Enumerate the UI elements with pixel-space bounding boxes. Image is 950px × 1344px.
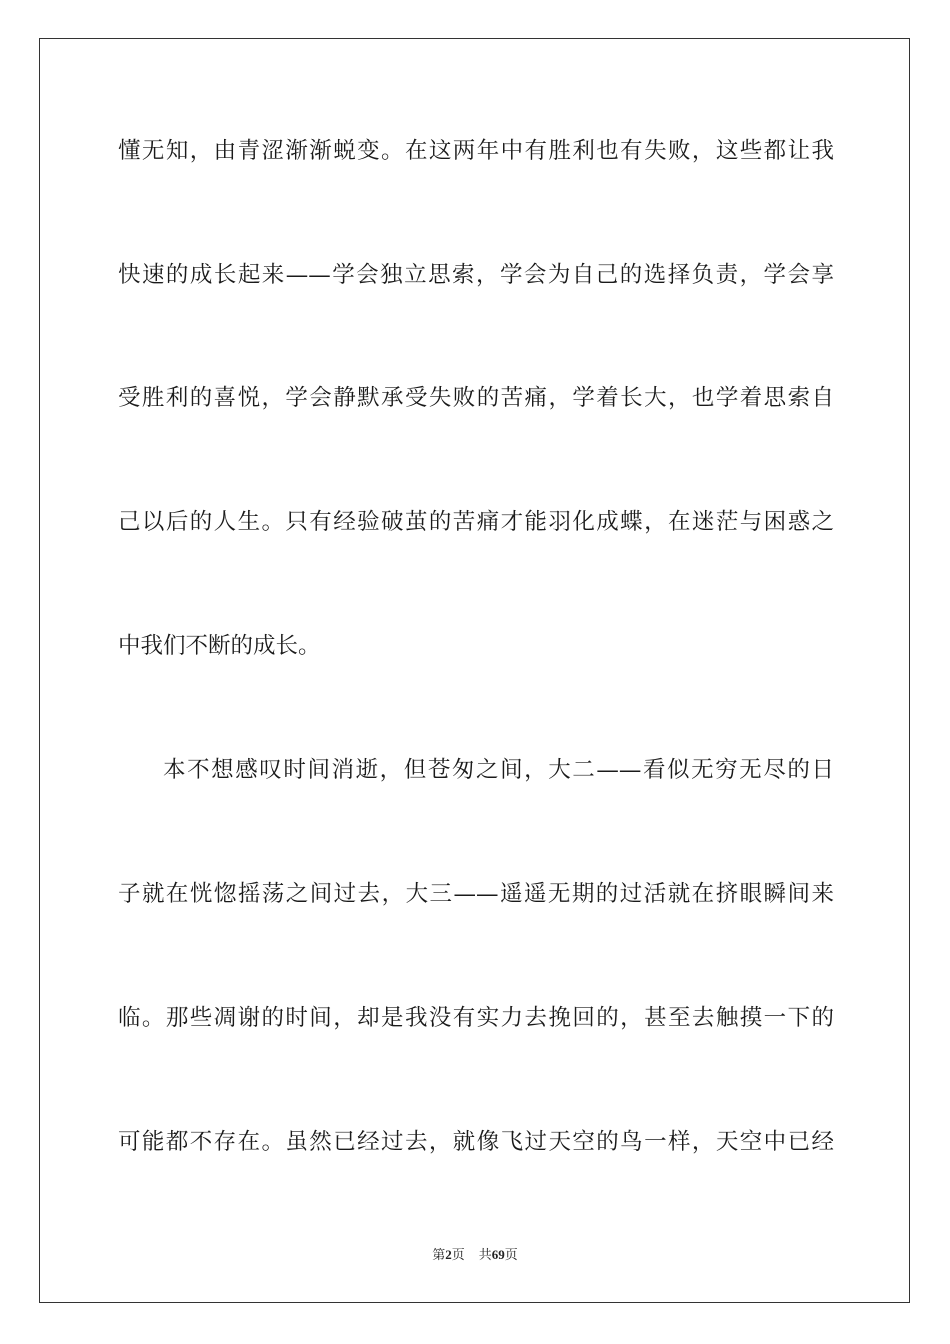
body-text-line: 临。那些凋谢的时间，却是我没有实力去挽回的，甚至去触摸一下的 bbox=[118, 1005, 834, 1031]
body-text-line: 子就在恍惚摇荡之间过去，大三——遥遥无期的过活就在挤眼瞬间来 bbox=[118, 881, 834, 907]
footer-total-prefix: 共 bbox=[478, 1248, 492, 1263]
paragraph-first-line: 本不想感叹时间消逝，但苍匆之间，大二——看似无穷无尽的日 bbox=[163, 757, 834, 783]
footer-page-number: 2 bbox=[445, 1247, 452, 1262]
body-text-line: 可能都不存在。虽然已经过去，就像飞过天空的鸟一样，天空中已经 bbox=[118, 1129, 834, 1155]
body-text-line: 己以后的人生。只有经验破茧的苦痛才能羽化成蝶，在迷茫与困惑之 bbox=[118, 509, 834, 535]
footer-page-prefix: 第 bbox=[432, 1248, 446, 1263]
body-text-line: 快速的成长起来——学会独立思索，学会为自己的选择负责，学会享 bbox=[118, 262, 834, 288]
footer-page-suffix: 页 bbox=[451, 1248, 465, 1263]
page-footer bbox=[0, 1246, 950, 1265]
page-border bbox=[39, 38, 910, 1303]
body-text-line: 懂无知，由青涩渐渐蜕变。在这两年中有胜利也有失败，这些都让我 bbox=[118, 138, 834, 164]
footer-total-suffix: 页 bbox=[504, 1248, 518, 1263]
footer-total-number: 69 bbox=[491, 1247, 505, 1262]
body-text-line: 中我们不断的成长。 bbox=[118, 633, 321, 659]
body-text-line: 受胜利的喜悦，学会静默承受失败的苦痛，学着长大，也学着思索自 bbox=[118, 385, 834, 411]
